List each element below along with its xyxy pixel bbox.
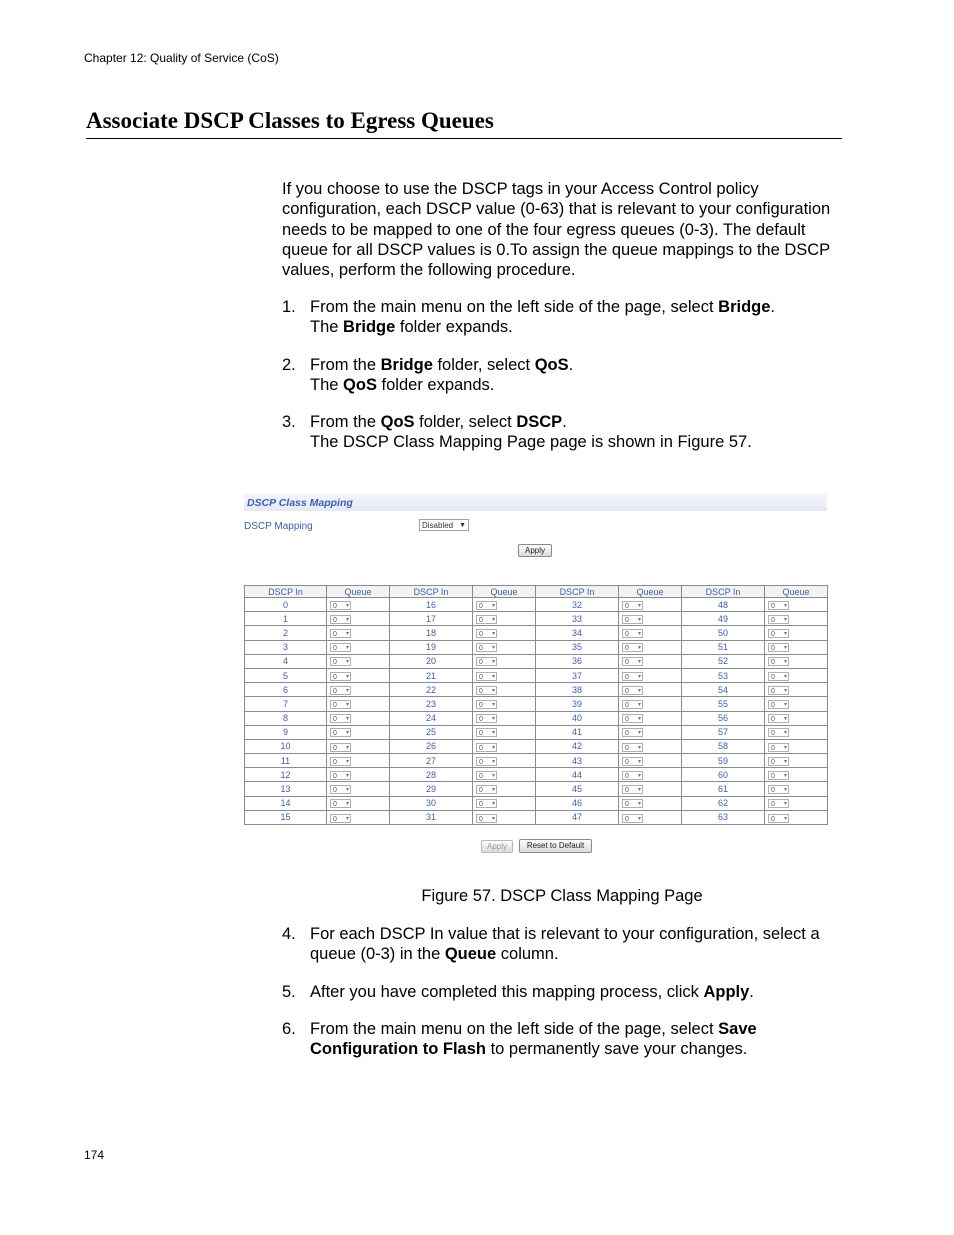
queue-select[interactable]: 0 ▾ (330, 799, 351, 808)
queue-select[interactable]: 0 ▾ (622, 799, 643, 808)
dscp-in-cell: 21 (390, 668, 473, 682)
queue-select[interactable]: 0 ▾ (476, 643, 497, 652)
queue-select[interactable]: 0 ▾ (476, 672, 497, 681)
dscp-in-cell: 7 (245, 697, 327, 711)
step-6 (282, 1019, 842, 1060)
queue-select[interactable]: 0 ▾ (330, 728, 351, 737)
ui-term: Bridge (718, 298, 771, 316)
table-row (245, 697, 828, 711)
dscp-in-cell: 30 (390, 796, 473, 810)
queue-cell (765, 810, 828, 824)
queue-cell (473, 768, 536, 782)
table-row (245, 711, 828, 725)
table-row (245, 654, 828, 668)
dscp-in-cell: 60 (682, 768, 765, 782)
queue-cell (619, 782, 682, 796)
step-number: 6. (282, 1020, 296, 1038)
step-result: The DSCP Class Mapping Page page is shown in Figure 57. (310, 433, 752, 452)
queue-cell (619, 640, 682, 654)
dscp-in-cell: 17 (390, 612, 473, 626)
queue-select[interactable]: 0 ▾ (622, 629, 643, 638)
figure-caption: Figure 57. DSCP Class Mapping Page (421, 887, 703, 905)
section-title: Associate DSCP Classes to Egress Queues (86, 108, 842, 139)
dscp-in-cell: 14 (245, 796, 327, 810)
queue-select[interactable]: 0 ▾ (476, 785, 497, 794)
dscp-in-cell: 41 (536, 725, 619, 739)
apply-button-top[interactable]: Apply (518, 544, 552, 557)
step-result: The (310, 376, 344, 395)
table-row (245, 598, 828, 612)
step-text: From the main menu on the left side of the page, select (310, 1020, 719, 1038)
queue-select[interactable]: 0 ▾ (476, 686, 497, 695)
queue-cell (619, 768, 682, 782)
queue-select[interactable]: 0 ▾ (622, 743, 643, 752)
queue-select[interactable]: 0 ▾ (330, 771, 351, 780)
queue-cell (327, 796, 390, 810)
queue-select[interactable]: 0 ▾ (768, 728, 789, 737)
queue-select[interactable]: 0 ▾ (330, 700, 351, 709)
queue-select[interactable]: 0 ▾ (476, 814, 497, 823)
step-text: folder, select (414, 413, 517, 431)
dscp-queue-table (244, 585, 828, 825)
step-text: . (562, 413, 567, 431)
queue-cell (765, 612, 828, 626)
dscp-in-cell: 3 (245, 640, 327, 654)
queue-cell (765, 668, 828, 682)
col-queue: Queue (473, 586, 536, 598)
dscp-in-cell: 63 (682, 810, 765, 824)
dscp-in-cell: 37 (536, 668, 619, 682)
queue-select[interactable]: 0 ▾ (622, 643, 643, 652)
queue-cell (619, 612, 682, 626)
queue-cell (327, 725, 390, 739)
queue-cell (619, 626, 682, 640)
queue-cell (765, 654, 828, 668)
step-text: . (568, 356, 574, 374)
queue-select[interactable]: 0 ▾ (768, 771, 789, 780)
queue-cell (765, 739, 828, 753)
dscp-in-cell: 61 (682, 782, 765, 796)
dscp-in-cell: 34 (536, 626, 619, 640)
step-2 (282, 355, 842, 396)
dscp-in-cell: 25 (390, 725, 473, 739)
apply-button-bottom[interactable]: Apply (481, 840, 513, 853)
queue-cell (765, 768, 828, 782)
dscp-in-cell: 54 (682, 683, 765, 697)
dscp-in-cell: 32 (536, 598, 619, 612)
table-row (245, 668, 828, 682)
queue-cell (327, 754, 390, 768)
dscp-in-cell: 57 (682, 725, 765, 739)
step-5 (282, 982, 842, 1002)
queue-cell (473, 796, 536, 810)
table-row (245, 810, 828, 824)
dscp-in-cell: 28 (390, 768, 473, 782)
queue-select[interactable]: 0 ▾ (330, 672, 351, 681)
dscp-in-cell: 29 (390, 782, 473, 796)
reset-to-default-button[interactable]: Reset to Default (519, 839, 592, 853)
table-row (245, 626, 828, 640)
dscp-in-cell: 33 (536, 612, 619, 626)
queue-select[interactable]: 0 ▾ (768, 629, 789, 638)
queue-cell (765, 725, 828, 739)
dscp-in-cell: 4 (245, 654, 327, 668)
queue-select[interactable]: 0 ▾ (330, 601, 351, 610)
dscp-in-cell: 48 (682, 598, 765, 612)
queue-cell (619, 739, 682, 753)
ui-term: DSCP (516, 413, 563, 431)
ui-term: Apply (703, 983, 750, 1001)
dscp-in-cell: 38 (536, 683, 619, 697)
queue-select[interactable]: 0 ▾ (768, 785, 789, 794)
queue-cell (327, 810, 390, 824)
queue-cell (619, 796, 682, 810)
queue-cell (473, 810, 536, 824)
queue-select[interactable]: 0 ▾ (622, 771, 643, 780)
queue-select[interactable]: 0 ▾ (330, 743, 351, 752)
queue-select[interactable]: 0 ▾ (622, 700, 643, 709)
queue-cell (765, 754, 828, 768)
step-text: From the main menu on the left side of the page, select (310, 298, 719, 316)
step-text: For each DSCP In value that is relevant to your configuration, select a queue (0-3) in the (310, 925, 820, 964)
queue-select[interactable]: 0 ▾ (622, 657, 643, 666)
queue-select[interactable]: 0 ▾ (768, 643, 789, 652)
queue-select[interactable]: 0 ▾ (476, 799, 497, 808)
queue-select[interactable]: 0 ▾ (476, 657, 497, 666)
dscp-in-cell: 55 (682, 697, 765, 711)
queue-cell (619, 668, 682, 682)
dscp-in-cell: 1 (245, 612, 327, 626)
ui-term: QoS (380, 413, 415, 431)
col-dscp-in: DSCP In (682, 586, 765, 598)
dscp-in-cell: 23 (390, 697, 473, 711)
queue-cell (327, 598, 390, 612)
queue-select[interactable]: 0 ▾ (476, 743, 497, 752)
step-result: folder expands. (376, 376, 495, 395)
step-text: From the (310, 356, 381, 374)
step-result: folder expands. (395, 318, 513, 337)
queue-select[interactable]: 0 ▾ (330, 615, 351, 624)
queue-cell (473, 626, 536, 640)
dscp-in-cell: 49 (682, 612, 765, 626)
queue-select[interactable]: 0 ▾ (622, 728, 643, 737)
col-queue: Queue (327, 586, 390, 598)
queue-cell (473, 598, 536, 612)
queue-cell (619, 598, 682, 612)
queue-cell (327, 612, 390, 626)
dscp-in-cell: 13 (245, 782, 327, 796)
dscp-in-cell: 15 (245, 810, 327, 824)
queue-cell (619, 683, 682, 697)
step-number: 3. (282, 413, 296, 431)
table-row (245, 612, 828, 626)
dscp-in-cell: 9 (245, 725, 327, 739)
table-row (245, 768, 828, 782)
dscp-in-cell: 8 (245, 711, 327, 725)
step-number: 5. (282, 983, 296, 1001)
queue-select[interactable]: 0 ▾ (330, 714, 351, 723)
dscp-in-cell: 62 (682, 796, 765, 810)
queue-cell (327, 626, 390, 640)
intro-paragraph: If you choose to use the DSCP tags in your Access Control policy configuration, each DSCP value (0-63) that is relevant to your configuration needs to be mapped to one of the four egress queues (0-3). The default queue for all DSCP values is 0.To assign the queue mappings to the DSCP values, perform the following procedure. (282, 180, 831, 280)
dscp-in-cell: 6 (245, 683, 327, 697)
dscp-mapping-select[interactable] (419, 519, 469, 531)
step-4 (282, 924, 842, 965)
queue-cell (473, 725, 536, 739)
dscp-in-cell: 22 (390, 683, 473, 697)
queue-select[interactable]: 0 ▾ (476, 728, 497, 737)
queue-select[interactable]: 0 ▾ (622, 686, 643, 695)
ui-term: Queue (444, 945, 497, 964)
queue-cell (765, 683, 828, 697)
queue-select[interactable]: 0 ▾ (768, 657, 789, 666)
queue-select[interactable]: 0 ▾ (768, 814, 789, 823)
page-number: 174 (84, 1148, 105, 1162)
queue-cell (327, 768, 390, 782)
dscp-in-cell: 45 (536, 782, 619, 796)
step-3 (282, 412, 842, 453)
queue-select[interactable]: 0 ▾ (768, 672, 789, 681)
queue-select[interactable]: 0 ▾ (330, 657, 351, 666)
queue-cell (619, 654, 682, 668)
step-text: column. (496, 945, 559, 964)
queue-cell (619, 711, 682, 725)
dscp-in-cell: 36 (536, 654, 619, 668)
queue-cell (619, 754, 682, 768)
step-text: . (770, 298, 776, 316)
dscp-in-cell: 56 (682, 711, 765, 725)
queue-cell (327, 711, 390, 725)
queue-cell (473, 683, 536, 697)
col-queue: Queue (765, 586, 828, 598)
ui-term: Bridge (380, 356, 433, 374)
dscp-mapping-value: Disabled (422, 521, 454, 530)
queue-cell (327, 782, 390, 796)
dscp-in-cell: 24 (390, 711, 473, 725)
dscp-in-cell: 53 (682, 668, 765, 682)
queue-select[interactable]: 0 ▾ (622, 672, 643, 681)
dscp-in-cell: 16 (390, 598, 473, 612)
queue-cell (473, 668, 536, 682)
ui-term: QoS (343, 376, 377, 395)
step-number: 4. (282, 925, 296, 943)
step-text: From the (310, 413, 381, 431)
dscp-in-cell: 35 (536, 640, 619, 654)
col-dscp-in: DSCP In (245, 586, 327, 598)
ui-term: Save Configuration to Flash (310, 1020, 757, 1059)
queue-select[interactable]: 0 ▾ (622, 757, 643, 766)
dscp-in-cell: 40 (536, 711, 619, 725)
dscp-in-cell: 18 (390, 626, 473, 640)
queue-select[interactable]: 0 ▾ (476, 700, 497, 709)
queue-select[interactable]: 0 ▾ (622, 615, 643, 624)
queue-select[interactable]: 0 ▾ (476, 601, 497, 610)
table-header-row (245, 586, 828, 598)
queue-cell (765, 626, 828, 640)
queue-select[interactable]: 0 ▾ (330, 686, 351, 695)
queue-cell (473, 754, 536, 768)
queue-cell (473, 612, 536, 626)
queue-cell (473, 640, 536, 654)
running-head: Chapter 12: Quality of Service (CoS) (84, 51, 279, 65)
chevron-down-icon: ▼ (459, 522, 466, 529)
queue-select[interactable]: 0 ▾ (768, 743, 789, 752)
dscp-in-cell: 27 (390, 754, 473, 768)
queue-select[interactable]: 0 ▾ (330, 785, 351, 794)
queue-cell (765, 782, 828, 796)
queue-cell (327, 640, 390, 654)
queue-cell (327, 683, 390, 697)
queue-cell (765, 711, 828, 725)
queue-select[interactable]: 0 ▾ (768, 686, 789, 695)
queue-select[interactable]: 0 ▾ (330, 629, 351, 638)
table-row (245, 739, 828, 753)
dscp-mapping-label: DSCP Mapping (244, 521, 313, 532)
dscp-in-cell: 0 (245, 598, 327, 612)
queue-select[interactable]: 0 ▾ (476, 771, 497, 780)
queue-select[interactable]: 0 ▾ (622, 601, 643, 610)
queue-cell (327, 668, 390, 682)
queue-select[interactable]: 0 ▾ (768, 714, 789, 723)
dscp-in-cell: 19 (390, 640, 473, 654)
dscp-in-cell: 46 (536, 796, 619, 810)
queue-select[interactable]: 0 ▾ (768, 615, 789, 624)
queue-select[interactable]: 0 ▾ (476, 757, 497, 766)
queue-select[interactable]: 0 ▾ (330, 757, 351, 766)
queue-cell (765, 640, 828, 654)
queue-cell (473, 711, 536, 725)
dscp-in-cell: 44 (536, 768, 619, 782)
table-row (245, 754, 828, 768)
queue-cell (473, 739, 536, 753)
step-text: After you have completed this mapping process, click (310, 983, 704, 1001)
queue-select[interactable]: 0 ▾ (768, 601, 789, 610)
queue-select[interactable]: 0 ▾ (768, 799, 789, 808)
dscp-in-cell: 5 (245, 668, 327, 682)
queue-select[interactable]: 0 ▾ (768, 757, 789, 766)
dscp-in-cell: 52 (682, 654, 765, 668)
queue-cell (327, 697, 390, 711)
queue-select[interactable]: 0 ▾ (476, 615, 497, 624)
dscp-in-cell: 26 (390, 739, 473, 753)
table-row (245, 725, 828, 739)
panel-header (244, 494, 827, 511)
queue-select[interactable]: 0 ▾ (476, 714, 497, 723)
queue-cell (619, 725, 682, 739)
col-dscp-in: DSCP In (536, 586, 619, 598)
queue-cell (765, 697, 828, 711)
step-1 (282, 297, 842, 338)
step-text: . (749, 983, 754, 1001)
col-queue: Queue (619, 586, 682, 598)
dscp-in-cell: 47 (536, 810, 619, 824)
step-result: The (310, 318, 344, 337)
table-row (245, 683, 828, 697)
panel-title: DSCP Class Mapping (247, 497, 353, 509)
queue-cell (473, 782, 536, 796)
ui-term: QoS (534, 356, 569, 374)
col-dscp-in: DSCP In (390, 586, 473, 598)
dscp-in-cell: 51 (682, 640, 765, 654)
dscp-in-cell: 43 (536, 754, 619, 768)
queue-cell (619, 697, 682, 711)
step-text: folder, select (432, 356, 535, 374)
queue-cell (327, 654, 390, 668)
queue-select[interactable]: 0 ▾ (768, 700, 789, 709)
queue-select[interactable]: 0 ▾ (330, 814, 351, 823)
dscp-in-cell: 12 (245, 768, 327, 782)
dscp-in-cell: 59 (682, 754, 765, 768)
queue-cell (765, 598, 828, 612)
queue-select[interactable]: 0 ▾ (622, 814, 643, 823)
table-row (245, 782, 828, 796)
queue-select[interactable]: 0 ▾ (330, 643, 351, 652)
queue-select[interactable]: 0 ▾ (622, 714, 643, 723)
dscp-in-cell: 39 (536, 697, 619, 711)
queue-cell (473, 697, 536, 711)
step-number: 1. (282, 298, 296, 316)
dscp-in-cell: 58 (682, 739, 765, 753)
dscp-in-cell: 10 (245, 739, 327, 753)
queue-select[interactable]: 0 ▾ (622, 785, 643, 794)
queue-cell (619, 810, 682, 824)
dscp-in-cell: 50 (682, 626, 765, 640)
ui-term: Bridge (343, 318, 396, 337)
dscp-in-cell: 42 (536, 739, 619, 753)
figure-dscp-class-mapping (244, 492, 828, 858)
queue-cell (327, 739, 390, 753)
dscp-in-cell: 2 (245, 626, 327, 640)
dscp-in-cell: 11 (245, 754, 327, 768)
table-row (245, 796, 828, 810)
queue-select[interactable]: 0 ▾ (476, 629, 497, 638)
step-text: to permanently save your changes. (485, 1040, 748, 1059)
step-number: 2. (282, 356, 296, 374)
queue-cell (765, 796, 828, 810)
dscp-in-cell: 20 (390, 654, 473, 668)
table-row (245, 640, 828, 654)
dscp-in-cell: 31 (390, 810, 473, 824)
queue-cell (473, 654, 536, 668)
